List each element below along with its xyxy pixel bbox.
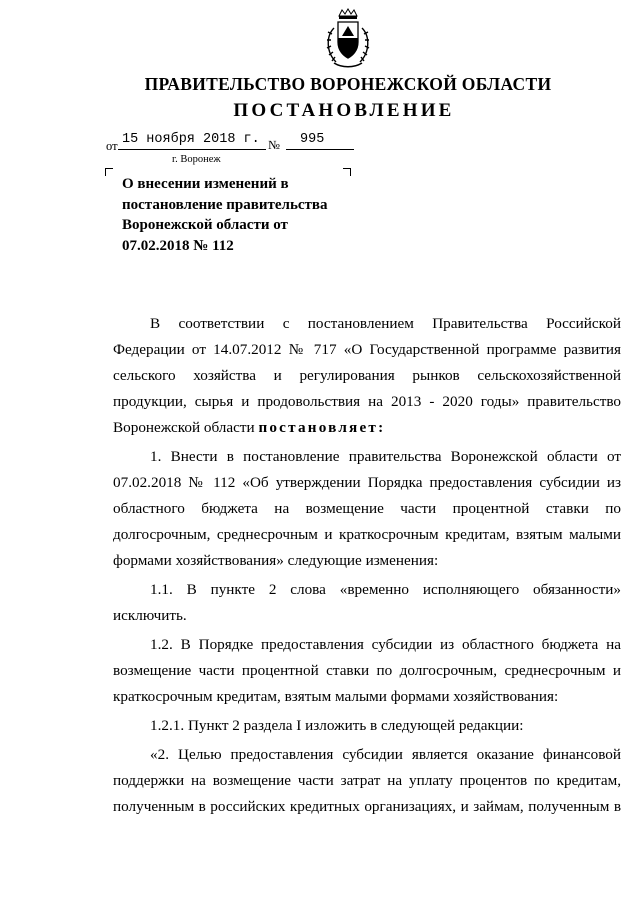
paragraph-item-1-2: [113, 632, 621, 710]
body-line: В соответствии с постановлением Правительства Российской: [150, 315, 621, 332]
body-line: сельского хозяйства и регулирования рынков сельскохозяйственной: [113, 367, 621, 384]
paragraph-item-1-2-1: [113, 713, 621, 739]
paragraph-item-1: [113, 444, 621, 574]
subject-line: 07.02.2018 № 112: [122, 237, 234, 254]
body-line: областного бюджета на возмещение части процентной ставки по: [113, 500, 621, 517]
paragraph-preamble: [113, 311, 621, 441]
body-line: 1.2. В Порядке предоставления субсидии из областного бюджета на: [150, 636, 621, 653]
body-line: 1. Внести в постановление правительства Воронежской области от: [150, 448, 621, 465]
document-subject: [122, 174, 352, 256]
government-title: ПРАВИТЕЛЬСТВО ВОРОНЕЖСКОЙ ОБЛАСТИ: [144, 74, 552, 94]
coat-of-arms-icon: [320, 8, 376, 70]
paragraph-quote: [113, 742, 621, 820]
date-prefix: от: [106, 139, 118, 153]
body-line: 1.1. В пункте 2 слова «временно исполняющего обязанности»: [150, 581, 621, 598]
body-line: Федерации от 14.07.2012 № 717 «О Государственной программе развития: [113, 341, 621, 358]
body-line: 07.02.2018 № 112 «Об утверждении Порядка предоставления субсидии из: [113, 474, 621, 491]
body-line: продукции, сырья и продовольствия на 2013 - 2020 годы» правительство: [113, 393, 621, 410]
subject-line: О внесении изменений в: [122, 176, 289, 192]
body-line: полученным в российских кредитных организациях, и займам, полученным в: [113, 798, 621, 815]
body-line: поддержки на возмещение части затрат на уплату процентов по кредитам,: [113, 772, 621, 789]
body-line: «2. Целью предоставления субсидии является оказание финансовой: [150, 746, 621, 763]
number-sign: №: [268, 138, 280, 152]
body-line: [113, 415, 621, 441]
document-meta: [106, 132, 366, 154]
body-line: 1.2.1. Пункт 2 раздела I изложить в следующей редакции:: [150, 717, 524, 734]
body-line: исключить.: [113, 607, 187, 624]
subject-bracket-left: [105, 168, 113, 176]
body-line: формами хозяйствования» следующие изменения:: [113, 552, 439, 569]
subject-line: Воронежской области от: [122, 217, 288, 233]
body-line: возмещение части процентной ставки по долгосрочным, среднесрочным и: [113, 662, 621, 679]
document-city: г. Воронеж: [172, 154, 221, 165]
resolution-word: постановляет:: [258, 419, 386, 436]
subject-line: постановление правительства: [122, 196, 328, 213]
body-line: долгосрочным, среднесрочным и краткосрочным кредитам, взятым малыми: [113, 526, 621, 543]
body-line: краткосрочным кредитам, взятым малыми формами хозяйствования:: [113, 688, 559, 705]
document-date: 15 ноября 2018 г.: [118, 132, 266, 150]
document-type-title: ПОСТАНОВЛЕНИЕ: [233, 100, 455, 121]
paragraph-item-1-1: [113, 577, 621, 629]
document-number: 995: [286, 132, 354, 150]
body-text: Воронежской области: [113, 419, 259, 436]
document-body: [113, 311, 621, 823]
